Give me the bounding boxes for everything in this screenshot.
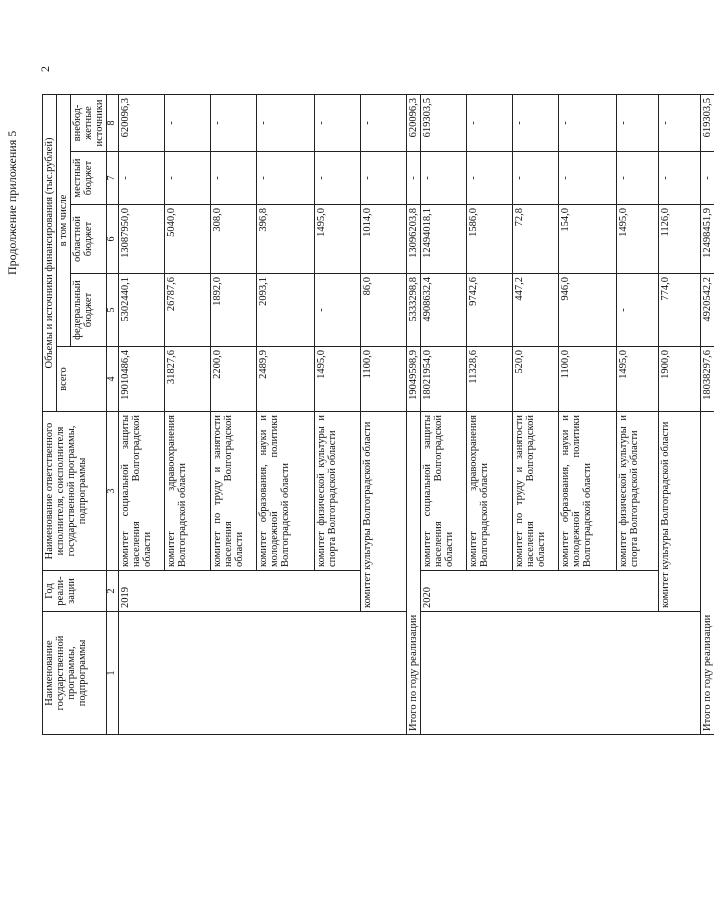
executor-cell: комитет здравоохранения Волгоградской области bbox=[164, 412, 210, 571]
executor-cell: комитет по труду и занятости населения Волгоградской области bbox=[512, 412, 558, 571]
year-cell: 2019 bbox=[118, 571, 360, 612]
col-number: 5 bbox=[107, 274, 119, 347]
local-cell: - bbox=[558, 152, 616, 205]
total-cell: 1100,0 bbox=[558, 347, 616, 412]
regional-cell: 154,0 bbox=[558, 205, 616, 274]
executor-cell: комитет здравоохранения Волгоградской области bbox=[466, 412, 512, 571]
extrabudget-cell: - bbox=[466, 95, 512, 152]
total-cell: 19049598,9 bbox=[406, 347, 420, 412]
federal-cell: 774,0 bbox=[658, 274, 700, 347]
total-row bbox=[700, 95, 714, 735]
program-cell bbox=[118, 612, 406, 735]
page-number: 2 bbox=[38, 66, 52, 72]
extrabudget-cell: - bbox=[210, 95, 256, 152]
executor-cell: комитет физической культуры и спорта Волгоградской области bbox=[314, 412, 360, 571]
col-number: 4 bbox=[107, 347, 119, 412]
total-cell: 18038297,6 bbox=[700, 347, 714, 412]
col-number: 6 bbox=[107, 205, 119, 274]
col-header-total: всего bbox=[57, 347, 107, 412]
local-cell: - bbox=[658, 152, 700, 205]
col-header-including: в том числе bbox=[57, 95, 71, 347]
federal-cell: 946,0 bbox=[558, 274, 616, 347]
executor-cell: комитет образования, науки и молодежной политики Волгоградской области bbox=[256, 412, 314, 571]
year-total-label: Итого по году реализации bbox=[406, 412, 420, 735]
total-cell: 1900,0 bbox=[658, 347, 700, 412]
federal-cell: 26787,6 bbox=[164, 274, 210, 347]
extrabudget-cell: 620096,3 bbox=[118, 95, 164, 152]
local-cell: - bbox=[466, 152, 512, 205]
total-cell: 2200,0 bbox=[210, 347, 256, 412]
regional-cell: 1495,0 bbox=[616, 205, 658, 274]
local-cell: - bbox=[512, 152, 558, 205]
federal-cell: - bbox=[616, 274, 658, 347]
local-cell: - bbox=[700, 152, 714, 205]
executor-cell: комитет социальной защиты населения Волгоградской области bbox=[118, 412, 164, 571]
col-number: 2 bbox=[107, 571, 119, 612]
local-cell: - bbox=[360, 152, 406, 205]
col-number: 3 bbox=[107, 412, 119, 571]
local-cell: - bbox=[406, 152, 420, 205]
regional-cell: 1014,0 bbox=[360, 205, 406, 274]
col-header-regional: областной бюджет bbox=[71, 205, 107, 274]
executor-cell: комитет культуры Волгоградской области bbox=[658, 412, 700, 612]
local-cell: - bbox=[210, 152, 256, 205]
local-cell: - bbox=[616, 152, 658, 205]
executor-cell: комитет культуры Волгоградской области bbox=[360, 412, 406, 612]
federal-cell: 5302440,1 bbox=[118, 274, 164, 347]
program-cell bbox=[420, 612, 700, 735]
extrabudget-cell: 619303,5 bbox=[420, 95, 466, 152]
extrabudget-cell: - bbox=[512, 95, 558, 152]
col-header-federal: федеральный бюджет bbox=[71, 274, 107, 347]
extrabudget-cell: - bbox=[658, 95, 700, 152]
federal-cell: 2093,1 bbox=[256, 274, 314, 347]
regional-cell: 12494018,1 bbox=[420, 205, 466, 274]
local-cell: - bbox=[314, 152, 360, 205]
total-cell: 18021954,0 bbox=[420, 347, 466, 412]
total-cell: 2489,9 bbox=[256, 347, 314, 412]
regional-cell: 396,8 bbox=[256, 205, 314, 274]
col-header-program: Наименование государственной программы, подпрограммы bbox=[43, 612, 107, 735]
federal-cell: 4908632,4 bbox=[420, 274, 466, 347]
federal-cell: 86,0 bbox=[360, 274, 406, 347]
financing-table bbox=[42, 94, 714, 735]
total-cell: 1100,0 bbox=[360, 347, 406, 412]
regional-cell: 13096203,8 bbox=[406, 205, 420, 274]
table-row bbox=[420, 95, 466, 735]
col-number: 7 bbox=[107, 152, 119, 205]
local-cell: - bbox=[118, 152, 164, 205]
year-total-label: Итого по году реализации bbox=[700, 412, 714, 735]
total-row bbox=[406, 95, 420, 735]
regional-cell: 1126,0 bbox=[658, 205, 700, 274]
executor-cell: комитет физической культуры и спорта Волгоградской области bbox=[616, 412, 658, 571]
federal-cell: 5333298,8 bbox=[406, 274, 420, 347]
executor-cell: комитет социальной защиты населения Волгоградской области bbox=[420, 412, 466, 571]
local-cell: - bbox=[420, 152, 466, 205]
federal-cell: 1892,0 bbox=[210, 274, 256, 347]
regional-cell: 13087950,0 bbox=[118, 205, 164, 274]
total-cell: 1495,0 bbox=[616, 347, 658, 412]
col-header-extrabudget: внебюд-жетные источники bbox=[71, 95, 107, 152]
federal-cell: 4920542,2 bbox=[700, 274, 714, 347]
local-cell: - bbox=[164, 152, 210, 205]
extrabudget-cell: 619303,5 bbox=[700, 95, 714, 152]
col-number: 8 bbox=[107, 95, 119, 152]
total-cell: 19010486,4 bbox=[118, 347, 164, 412]
extrabudget-cell: - bbox=[616, 95, 658, 152]
regional-cell: 308,0 bbox=[210, 205, 256, 274]
year-cell: 2020 bbox=[420, 571, 658, 612]
extrabudget-cell: - bbox=[164, 95, 210, 152]
extrabudget-cell: - bbox=[558, 95, 616, 152]
regional-cell: 72,8 bbox=[512, 205, 558, 274]
local-cell: - bbox=[256, 152, 314, 205]
continuation-title: Продолжение приложения 5 bbox=[5, 130, 19, 275]
regional-cell: 12498451,9 bbox=[700, 205, 714, 274]
col-header-local: местный бюджет bbox=[71, 152, 107, 205]
federal-cell: - bbox=[314, 274, 360, 347]
regional-cell: 1586,0 bbox=[466, 205, 512, 274]
regional-cell: 1495,0 bbox=[314, 205, 360, 274]
total-cell: 31827,6 bbox=[164, 347, 210, 412]
col-header-executor: Наименование ответственного исполнителя, соисполнителя государственной программы, подпрограммы bbox=[43, 412, 107, 571]
extrabudget-cell: - bbox=[360, 95, 406, 152]
col-header-year: Год реали-зации bbox=[43, 571, 107, 612]
federal-cell: 447,2 bbox=[512, 274, 558, 347]
total-cell: 1495,0 bbox=[314, 347, 360, 412]
extrabudget-cell: - bbox=[256, 95, 314, 152]
regional-cell: 5040,0 bbox=[164, 205, 210, 274]
col-header-volumes: Объемы и источники финансирования (тыс.рублей) bbox=[43, 95, 57, 412]
col-number: 1 bbox=[107, 612, 119, 735]
executor-cell: комитет образования, науки и молодежной политики Волгоградской области bbox=[558, 412, 616, 571]
total-cell: 520,0 bbox=[512, 347, 558, 412]
extrabudget-cell: 620096,3 bbox=[406, 95, 420, 152]
total-cell: 11328,6 bbox=[466, 347, 512, 412]
executor-cell: комитет по труду и занятости населения Волгоградской области bbox=[210, 412, 256, 571]
extrabudget-cell: - bbox=[314, 95, 360, 152]
table-row bbox=[118, 95, 164, 735]
federal-cell: 9742,6 bbox=[466, 274, 512, 347]
